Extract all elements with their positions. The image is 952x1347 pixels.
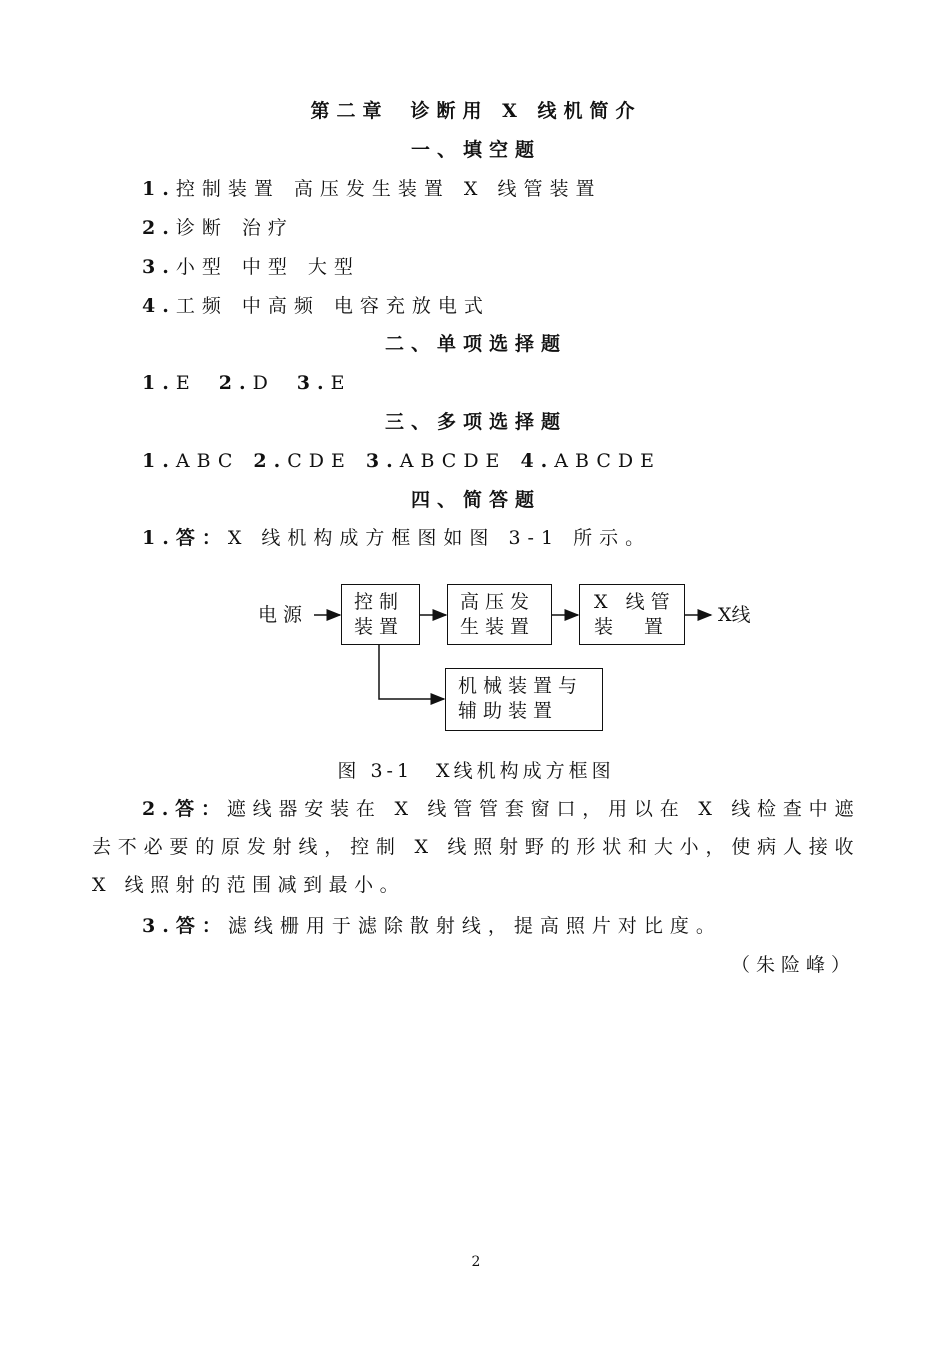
arrow-control-to-mech	[379, 645, 444, 699]
answer-choice: ABCDE	[554, 450, 661, 472]
answer-item: 电容充放电式	[333, 295, 490, 317]
section-heading-single: 二、单项选择题	[384, 333, 567, 355]
answer-label: 答：	[175, 915, 228, 937]
short-answer-3	[142, 914, 722, 938]
section-heading-fill: 一、填空题	[410, 139, 541, 161]
answer-item: 治疗	[241, 217, 294, 239]
answer-item: 诊断	[175, 217, 228, 239]
answer-number: 3.	[365, 450, 400, 472]
page-number: 2	[471, 1254, 481, 1270]
answer-item: 控制装置	[175, 178, 280, 200]
answer-choice: D	[252, 372, 275, 394]
answer-item: 高压发生装置	[293, 178, 450, 200]
diagram-source-label: 电源	[258, 604, 309, 626]
answer-number: 1.	[142, 372, 176, 394]
answer-choice: E	[330, 372, 352, 394]
answer-number: 4.	[142, 295, 176, 317]
answer-number: 1.	[142, 450, 176, 472]
diagram-box-mech	[445, 668, 603, 731]
answer-number: 2.	[142, 798, 175, 820]
diagram-output-label: X线	[718, 604, 751, 626]
answer-number: 4.	[520, 450, 555, 472]
box-line: 控制	[354, 591, 405, 613]
diagram-box-hv	[447, 584, 552, 645]
short-answer-2	[92, 790, 860, 904]
section-heading-short: 四、简答题	[410, 489, 541, 511]
answer-item: X 线管装置	[463, 178, 602, 200]
box-line: 高压发	[460, 591, 536, 613]
figure-caption: 图 3-1 X线机构成方框图	[337, 760, 615, 782]
box-line: 生装置	[460, 616, 536, 638]
answer-choice: ABCDE	[399, 450, 507, 472]
box-line: 装 置	[594, 616, 670, 638]
answer-item: 中型	[241, 256, 294, 278]
answer-item: 小型	[175, 256, 228, 278]
answer-label: 答：	[175, 527, 228, 549]
box-line: 装置	[354, 616, 405, 638]
answer-choice: E	[175, 372, 197, 394]
box-line: 辅助装置	[458, 700, 559, 722]
answer-number: 3.	[142, 915, 176, 937]
answer-text: 滤线栅用于滤除散射线，提高照片对比度。	[227, 915, 722, 937]
answer-number: 3.	[142, 256, 176, 278]
diagram-box-tube	[579, 584, 685, 645]
answer-text: X 线机构成方框图如图 3-1 所示。	[227, 527, 652, 549]
answer-number: 2.	[253, 450, 288, 472]
box-line: X 线管	[594, 591, 676, 613]
answer-choice: ABC	[175, 450, 240, 472]
section-heading-multi: 三、多项选择题	[384, 411, 567, 433]
answer-item: 大型	[307, 256, 360, 278]
answer-item: 中高频	[241, 295, 320, 317]
answer-number: 1.	[142, 527, 176, 549]
chapter-name: 诊断用 X 线机简介	[410, 100, 642, 122]
answer-number: 1.	[142, 178, 176, 200]
box-line: 机械装置与	[458, 675, 584, 697]
answer-item: 工频	[175, 295, 228, 317]
answer-number: 3.	[296, 372, 331, 394]
answer-choice: CDE	[287, 450, 352, 472]
diagram-box-control	[341, 584, 420, 645]
answer-number: 2.	[218, 372, 253, 394]
answer-number: 2.	[142, 217, 176, 239]
chapter-number: 第二章	[310, 100, 389, 122]
answer-label: 答：	[174, 798, 227, 820]
author-credit: （朱险峰）	[730, 954, 856, 976]
answer-text: 遮线器安装在 X 线管管套窗口，用以在 X 线检查中遮去不必要的原发射线，控制 X 线照射野的形状和大小，使病人接收 X 线照射的范围减到最小。	[92, 798, 860, 896]
